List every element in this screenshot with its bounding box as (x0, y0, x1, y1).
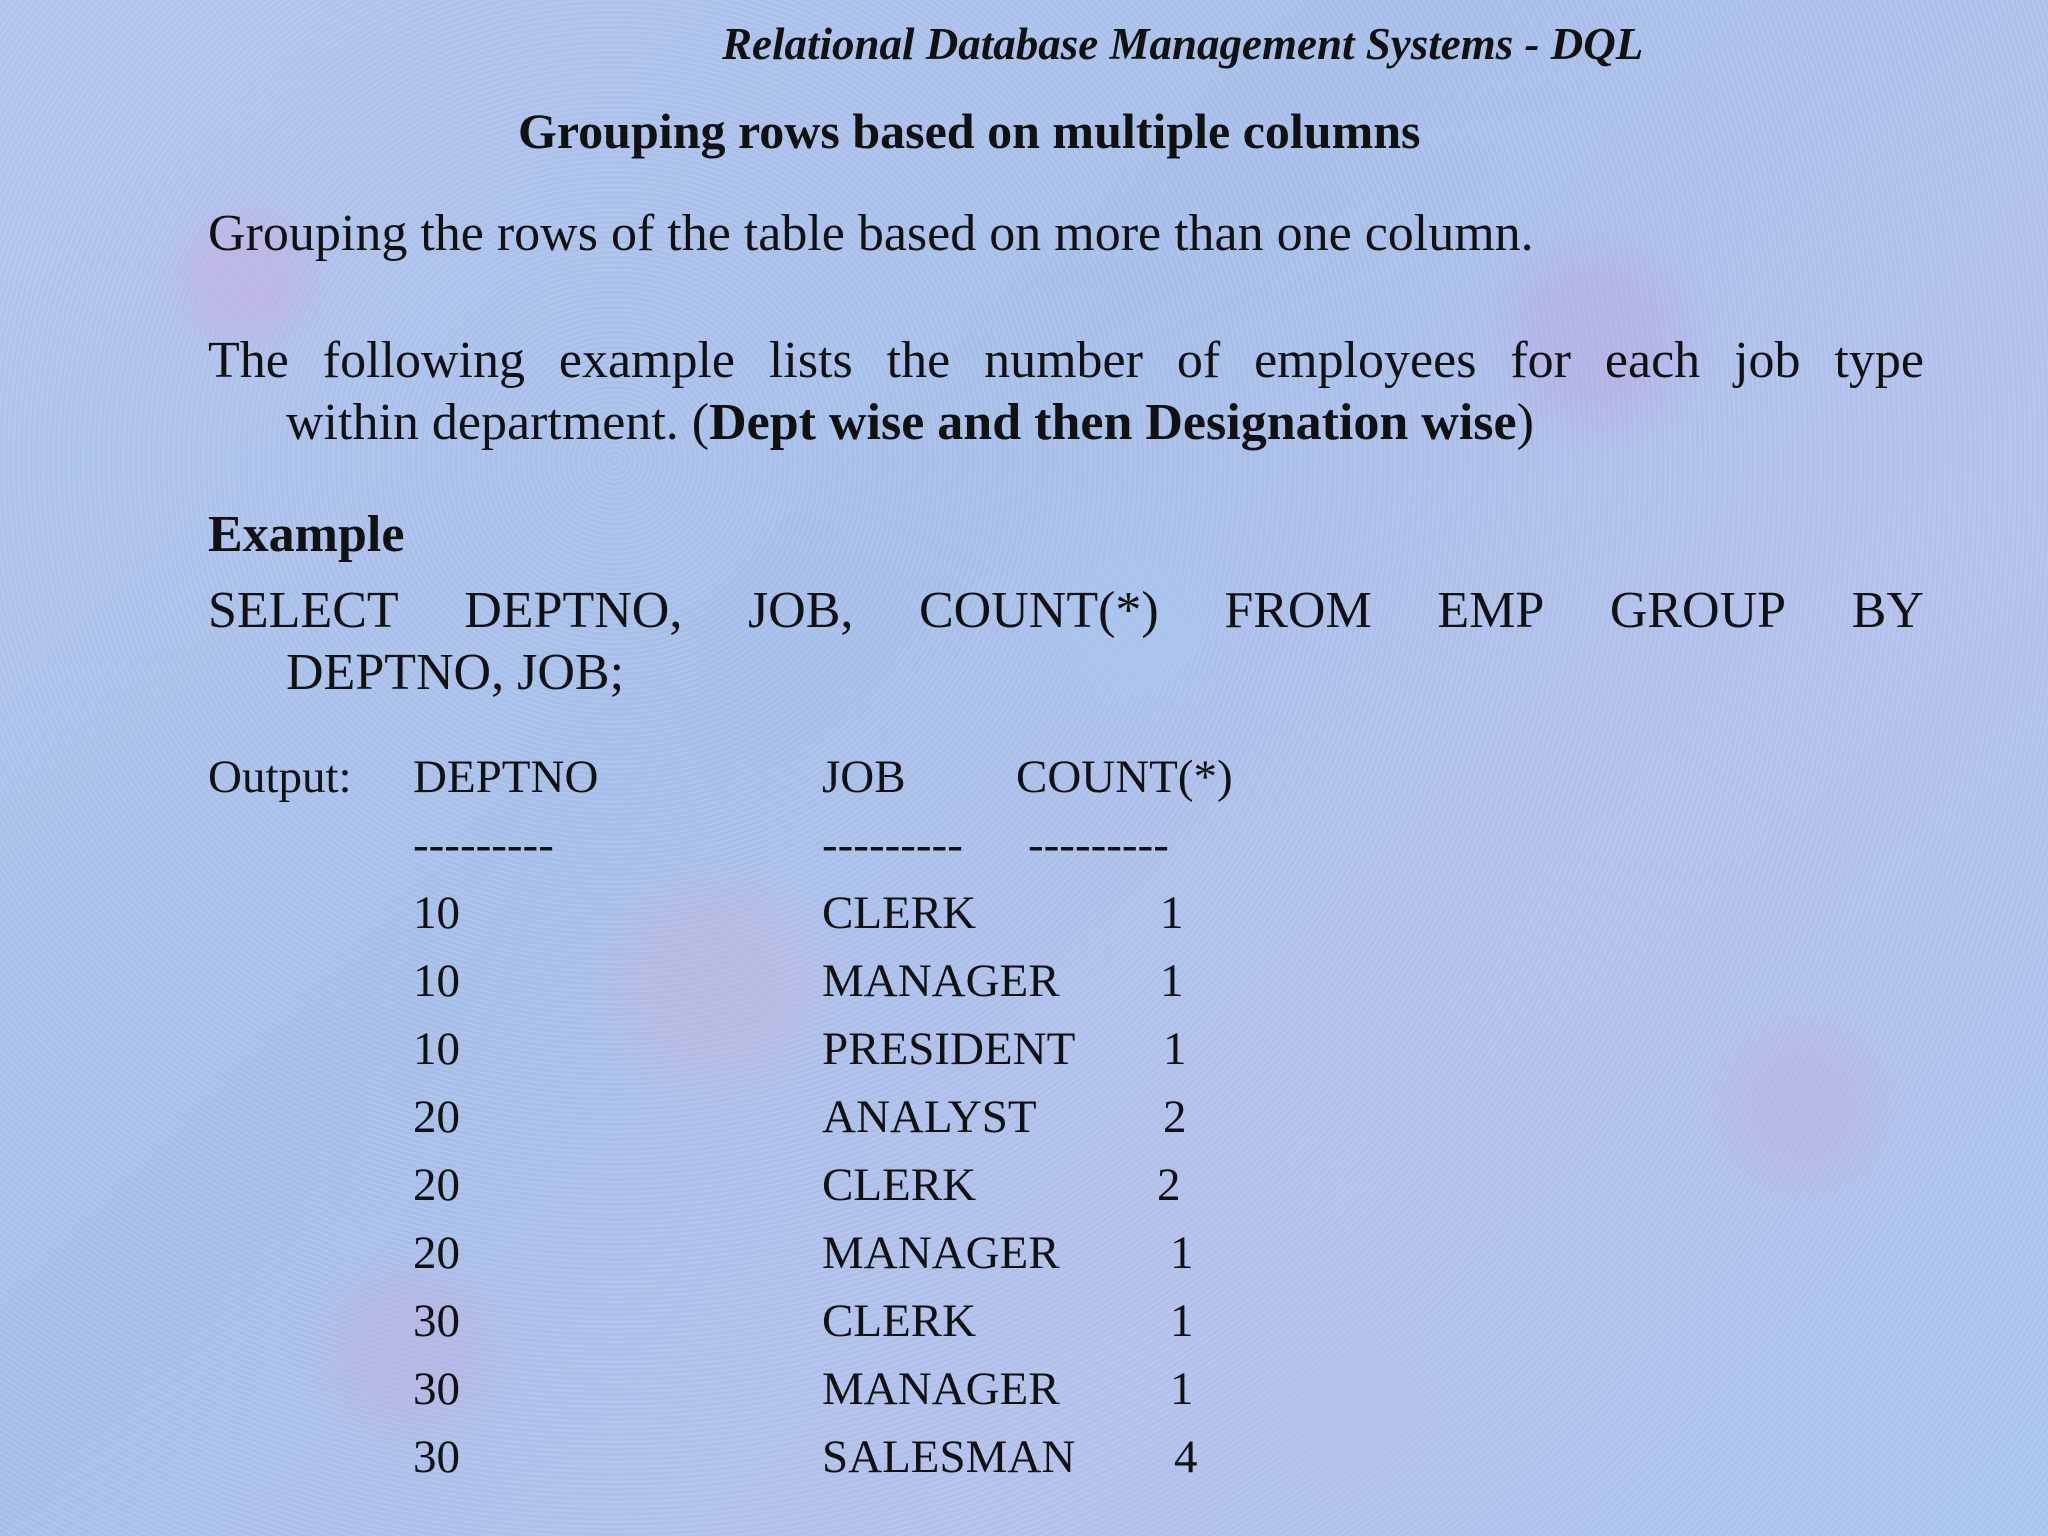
row-job: CLERK (822, 887, 977, 939)
row-count: 4 (1174, 1431, 1198, 1483)
row-job: CLERK (822, 1295, 977, 1347)
sql-token: JOB, (747, 582, 854, 639)
sql-line-2: DEPTNO, JOB; (286, 644, 625, 701)
dash-deptno: --------- (413, 819, 554, 871)
dash-job: --------- (822, 819, 963, 871)
row-job: CLERK (822, 1159, 977, 1211)
header-job: JOB (822, 751, 906, 803)
sql-token: DEPTNO, (464, 582, 683, 639)
row-job: MANAGER (822, 1363, 1060, 1415)
sql-token: SELECT (208, 582, 399, 639)
word: employees (1254, 332, 1477, 389)
word: of (1176, 332, 1221, 389)
row-deptno: 30 (413, 1295, 460, 1347)
row-count: 2 (1157, 1159, 1181, 1211)
row-deptno: 30 (413, 1431, 460, 1483)
sql-token: GROUP (1609, 582, 1787, 639)
word: each (1604, 332, 1701, 389)
example-description (208, 330, 1924, 454)
slide-title: Grouping rows based on multiple columns (518, 103, 1421, 159)
word: lists (768, 332, 853, 389)
word: for (1510, 332, 1571, 389)
row-count: 1 (1160, 887, 1184, 939)
row-count: 1 (1170, 1363, 1194, 1415)
row-job: PRESIDENT (822, 1023, 1076, 1075)
sql-token: FROM (1224, 582, 1372, 639)
example-label: Example (208, 506, 405, 563)
row-job: MANAGER (822, 955, 1060, 1007)
header-title: Relational Database Management Systems - DQL (722, 19, 1644, 69)
word: the (886, 332, 951, 389)
row-deptno: 30 (413, 1363, 460, 1415)
description-emphasis: Dept wise and then Designation wise (709, 394, 1517, 451)
row-job: MANAGER (822, 1227, 1060, 1279)
word: The (208, 332, 289, 389)
header-count: COUNT(*) (1016, 751, 1233, 803)
sql-token: EMP (1437, 582, 1545, 639)
sql-line-1 (208, 580, 1924, 642)
row-deptno: 10 (413, 1023, 460, 1075)
header-deptno: DEPTNO (413, 751, 599, 803)
row-count: 2 (1163, 1091, 1187, 1143)
sql-token: COUNT(*) (919, 582, 1159, 639)
intro-text: Grouping the rows of the table based on more than one column. (208, 205, 1534, 262)
row-count: 1 (1170, 1227, 1194, 1279)
output-label: Output: (208, 751, 352, 803)
word: type (1834, 332, 1924, 389)
row-deptno: 10 (413, 955, 460, 1007)
dash-count: --------- (1028, 819, 1169, 871)
word: number (984, 332, 1143, 389)
row-deptno: 20 (413, 1227, 460, 1279)
row-count: 1 (1163, 1023, 1187, 1075)
description-line-1 (208, 330, 1924, 392)
word: following (322, 332, 525, 389)
description-line-2 (208, 392, 1924, 454)
sql-query (208, 580, 1924, 704)
description-prefix: within department. ( (286, 394, 710, 451)
row-deptno: 20 (413, 1159, 460, 1211)
row-job: SALESMAN (822, 1431, 1076, 1483)
row-count: 1 (1170, 1295, 1194, 1347)
row-job: ANALYST (822, 1091, 1037, 1143)
word: example (558, 332, 736, 389)
sql-token: BY (1851, 582, 1924, 639)
row-deptno: 10 (413, 887, 460, 939)
description-suffix: ) (1516, 394, 1534, 451)
row-count: 1 (1160, 955, 1184, 1007)
row-deptno: 20 (413, 1091, 460, 1143)
word: job (1734, 332, 1801, 389)
